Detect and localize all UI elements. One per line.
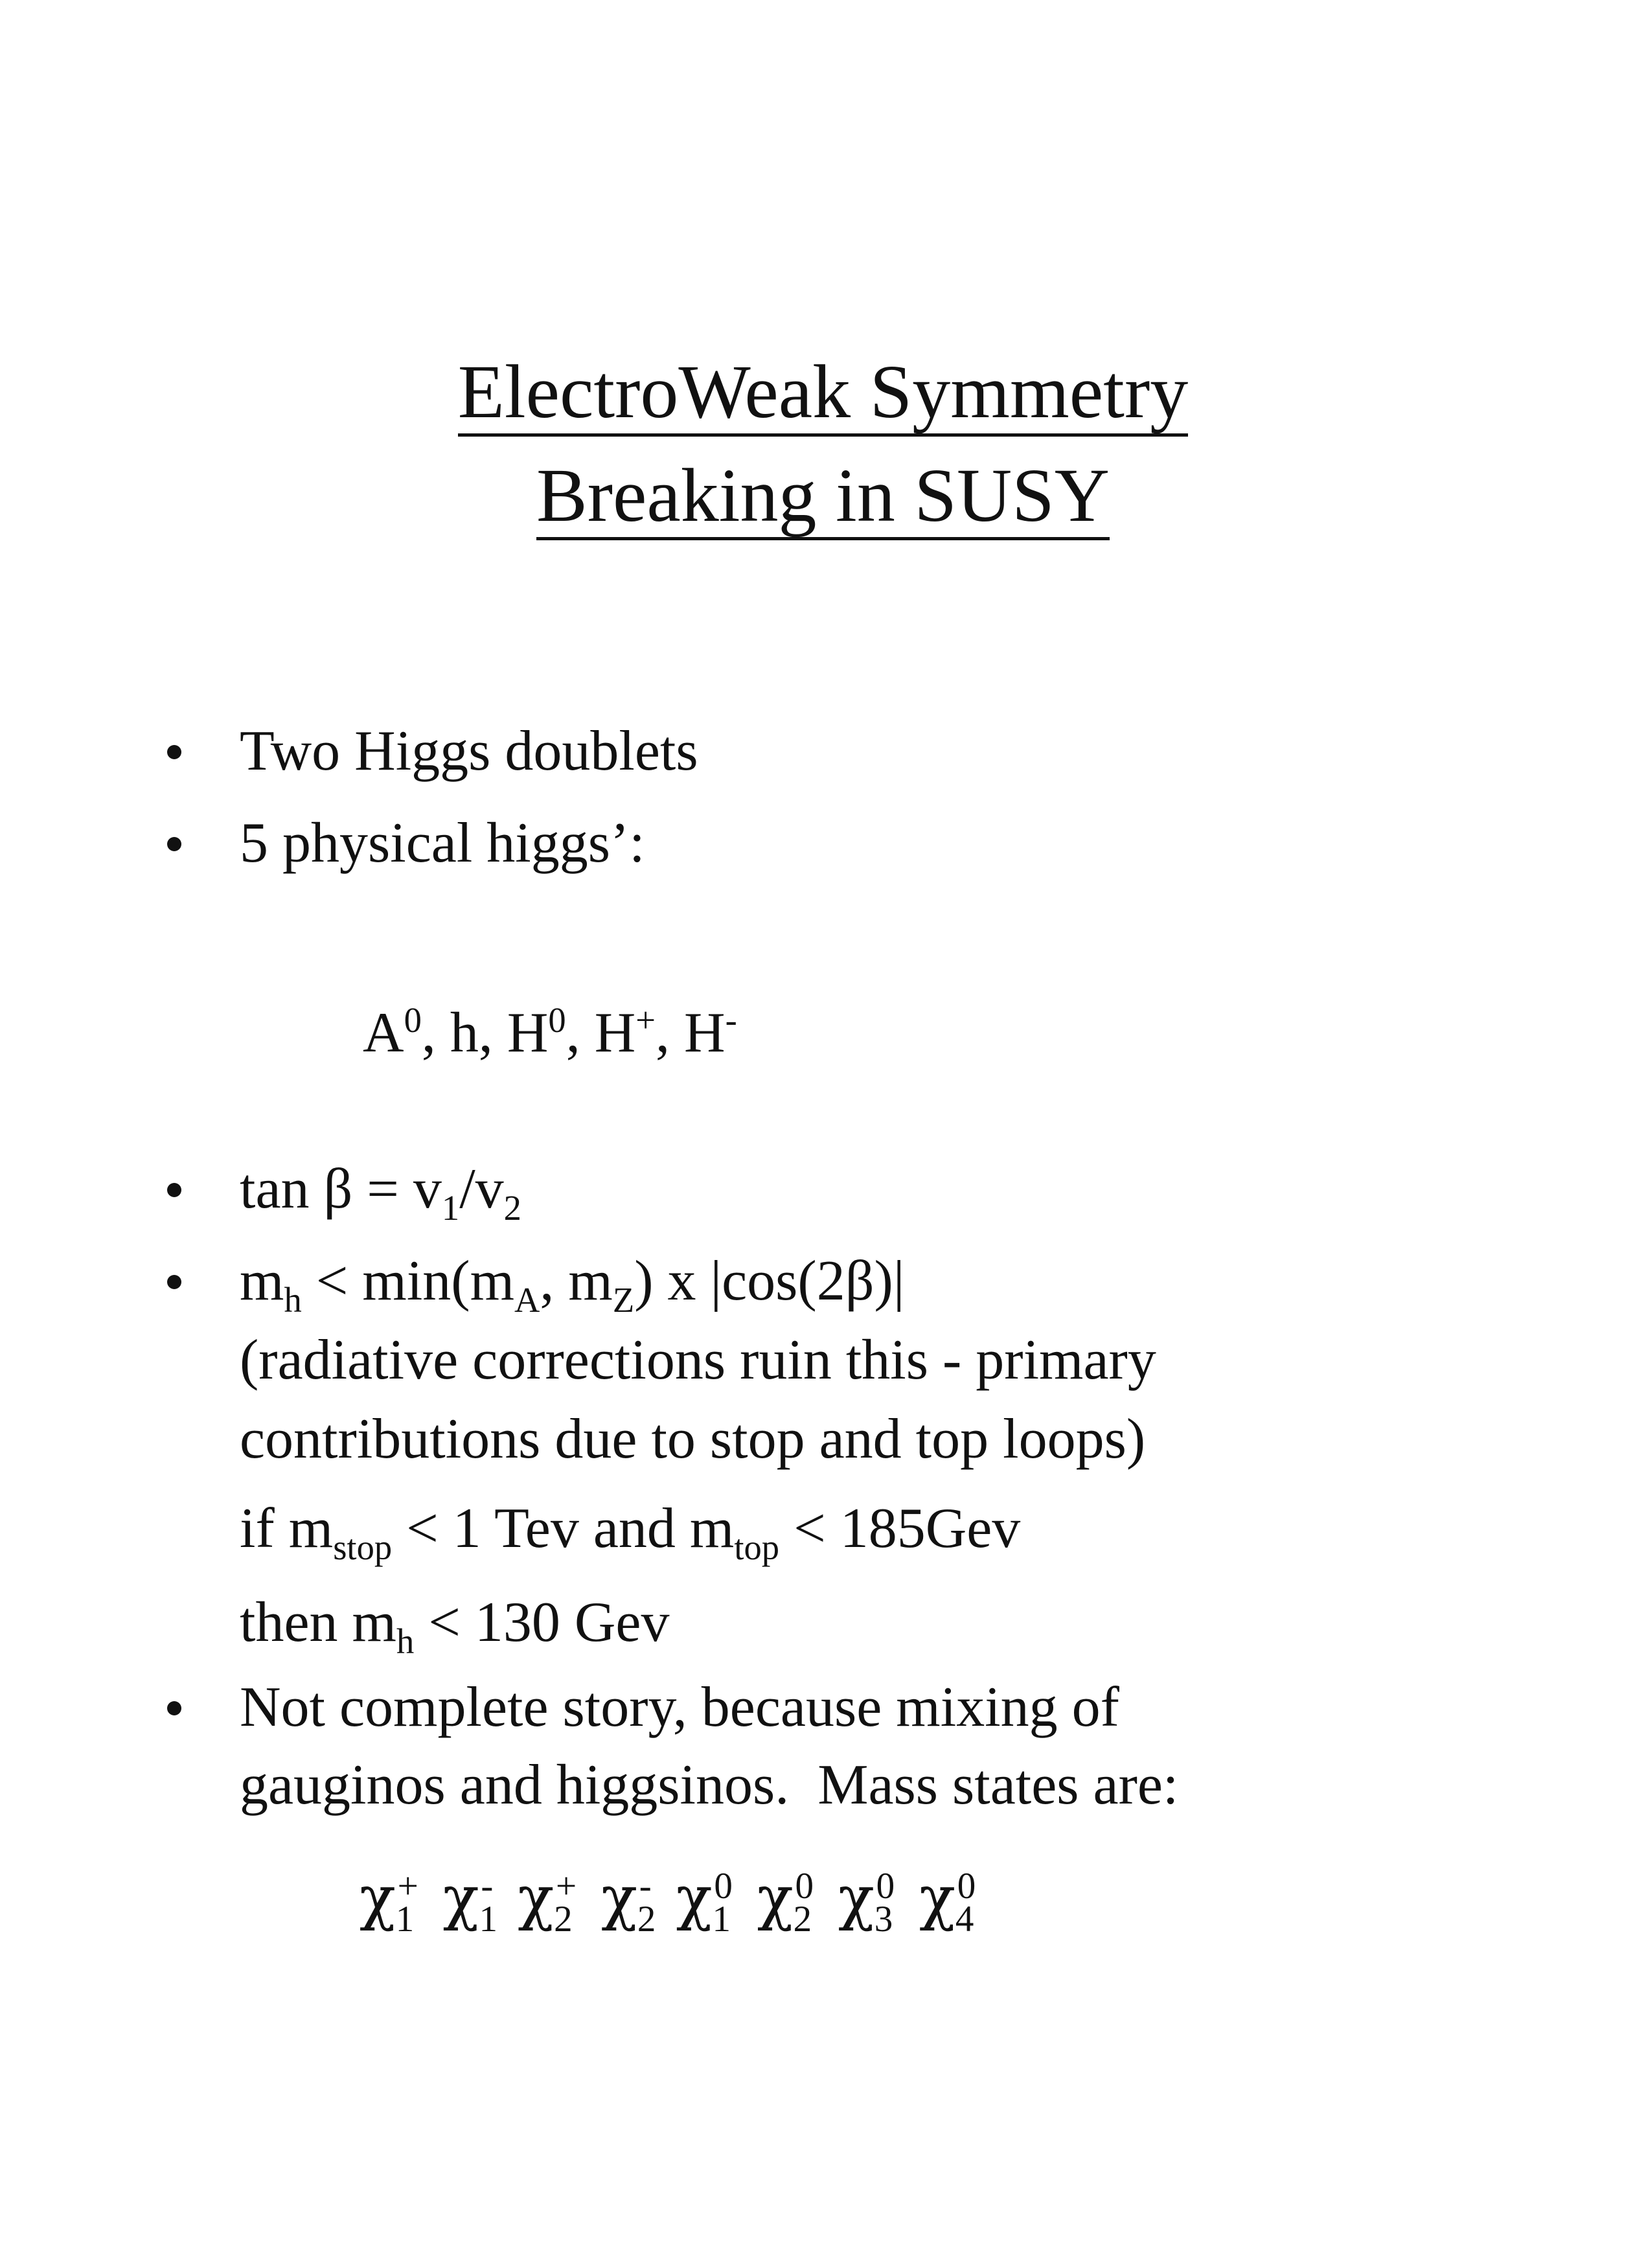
chi-subscript: 1 xyxy=(712,1898,731,1940)
bullet-two-higgs-doublets: Two Higgs doublets xyxy=(240,720,698,783)
chi-subscript: 1 xyxy=(395,1898,415,1940)
radiative-corrections-line: (radiative corrections ruin this - primary xyxy=(240,1329,1156,1392)
mass-state-2 xyxy=(442,1863,498,1940)
cond-text-1: if m xyxy=(240,1497,334,1560)
mass-state-5 xyxy=(676,1863,733,1940)
cond-sub-stop: stop xyxy=(333,1528,393,1568)
mh-text-2: , m xyxy=(540,1250,613,1312)
mass-state-8 xyxy=(919,1863,976,1940)
mh-sub-z: Z xyxy=(612,1280,635,1320)
mass-state-1 xyxy=(360,1863,418,1940)
chi-symbol: χ xyxy=(601,1863,637,1932)
cond-text-2: < 1 Tev and m xyxy=(392,1497,735,1560)
higgs-name: H xyxy=(594,1002,636,1064)
higgs-name: h xyxy=(450,1002,479,1064)
tan-beta-prefix: tan β = v xyxy=(240,1158,442,1220)
chi-superscript: + xyxy=(556,1865,577,1907)
higgs-name: H xyxy=(507,1002,549,1064)
higgs-separator: , xyxy=(566,1002,595,1064)
then-text-2: < 130 Gev xyxy=(414,1591,670,1654)
chi-symbol: χ xyxy=(360,1863,396,1932)
title-line-2: Breaking in SUSY xyxy=(536,454,1110,540)
mass-state-4 xyxy=(601,1863,656,1940)
chi-superscript: 0 xyxy=(957,1865,976,1907)
bullet-dot-3 xyxy=(167,1183,181,1197)
chi-subscript: 3 xyxy=(874,1898,893,1940)
chi-subscript: 2 xyxy=(637,1898,656,1940)
higgs-superscript: 0 xyxy=(548,1000,566,1040)
higgs-separator: , xyxy=(421,1002,450,1064)
cond-sub-top: top xyxy=(734,1528,780,1568)
cond-text-3: < 185Gev xyxy=(779,1497,1021,1560)
chi-subscript: 4 xyxy=(955,1898,974,1940)
chi-superscript: 0 xyxy=(876,1865,895,1907)
chi-symbol: χ xyxy=(676,1863,713,1932)
then-text-1: then m xyxy=(240,1591,396,1654)
higgs-name: A xyxy=(363,1002,404,1064)
contributions-line: contributions due to stop and top loops) xyxy=(240,1408,1146,1471)
mh-sub-h: h xyxy=(284,1280,302,1320)
chi-subscript: 1 xyxy=(479,1898,498,1940)
higgs-separator: , xyxy=(656,1002,685,1064)
mass-state-3 xyxy=(518,1863,577,1940)
chi-subscript: 2 xyxy=(793,1898,812,1940)
chi-subscript: 2 xyxy=(554,1898,573,1940)
mh-m: m xyxy=(240,1250,284,1312)
gauginos-higgsinos-line: gauginos and higgsinos. Mass states are: xyxy=(240,1754,1179,1816)
mh-text-1: < min(m xyxy=(301,1250,515,1312)
mass-state-6 xyxy=(757,1863,814,1940)
higgs-list xyxy=(363,1001,737,1066)
higgs-superscript: - xyxy=(725,1000,737,1040)
bullet-dot-2 xyxy=(167,837,181,851)
chi-symbol: χ xyxy=(518,1863,554,1932)
bullet-mh-bound xyxy=(240,1249,905,1320)
not-complete-story-line: Not complete story, because mixing of xyxy=(240,1676,1119,1739)
bullet-dot-5 xyxy=(167,1701,181,1715)
chi-superscript: + xyxy=(397,1865,418,1907)
chi-symbol: χ xyxy=(757,1863,794,1932)
tan-beta-mid: /v xyxy=(459,1158,504,1220)
bullet-five-physical-higgs: 5 physical higgs’: xyxy=(240,812,645,875)
title-line-1: ElectroWeak Symmetry xyxy=(458,350,1189,437)
bullet-dot-4 xyxy=(167,1275,181,1289)
tan-beta-sub-1: 1 xyxy=(441,1188,460,1228)
chi-symbol: χ xyxy=(838,1863,874,1932)
higgs-name: H xyxy=(684,1002,726,1064)
mass-state-7 xyxy=(838,1863,895,1940)
bullet-dot-1 xyxy=(167,745,181,759)
mh-text-3: ) x |cos(2β)| xyxy=(634,1250,905,1312)
mass-states-list xyxy=(360,1863,1000,1940)
higgs-superscript: 0 xyxy=(404,1000,422,1040)
mh-sub-a: A xyxy=(514,1280,540,1320)
chi-symbol: χ xyxy=(919,1863,955,1932)
tan-beta-sub-2: 2 xyxy=(503,1188,521,1228)
chi-superscript: 0 xyxy=(795,1865,814,1907)
higgs-separator: , xyxy=(478,1002,507,1064)
then-sub-h: h xyxy=(396,1621,415,1662)
higgs-superscript: + xyxy=(635,1000,656,1040)
chi-superscript: - xyxy=(639,1865,652,1907)
chi-symbol: χ xyxy=(442,1863,479,1932)
chi-superscript: - xyxy=(481,1865,494,1907)
then-mh-line xyxy=(240,1590,670,1662)
chi-superscript: 0 xyxy=(714,1865,733,1907)
bullet-tan-beta xyxy=(240,1157,521,1228)
stop-top-condition-line xyxy=(240,1496,1021,1568)
